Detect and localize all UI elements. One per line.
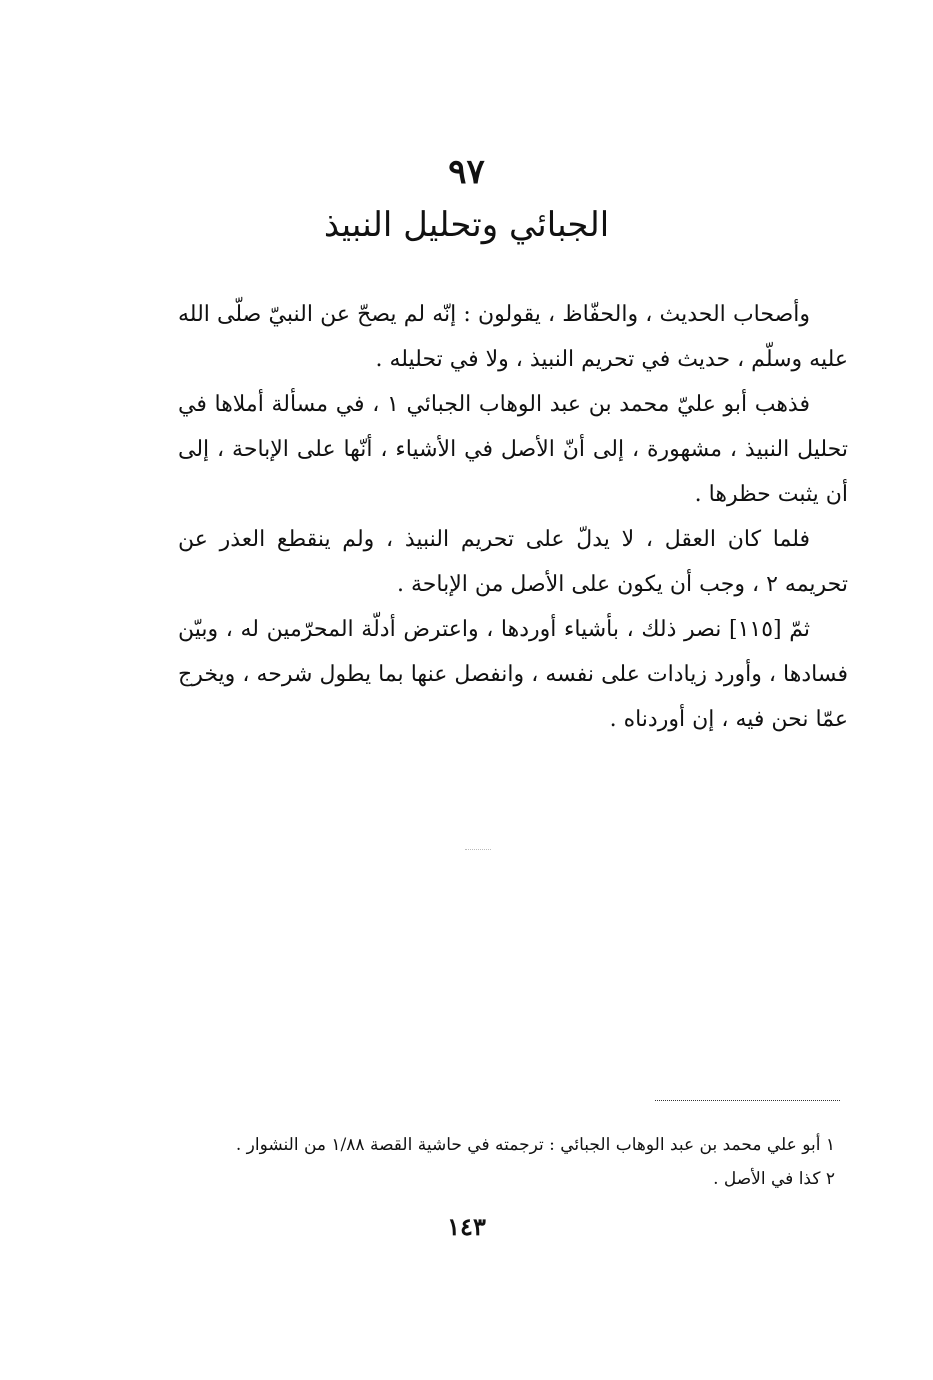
footnotes [200,1128,835,1196]
paragraph: فلما كان العقل ، لا يدلّ على تحريم النبيذ ، ولم ينقطع العذر عن تحريمه ٢ ، وجب أن يكون على الأصل من الإباحة . [178,527,848,597]
chapter-number: ٩٧ [448,152,485,192]
footnote-divider [655,1100,840,1101]
scan-speck [465,849,491,850]
body-text [178,292,848,742]
footnote: ٢ كذا في الأصل . [713,1169,835,1189]
paragraph: وأصحاب الحديث ، والحفّاظ ، يقولون : إنّه لم يصحّ عن النبيّ صلّى الله عليه وسلّم ، حديث في تحريم النبيذ ، ولا في تحليله . [178,302,848,372]
chapter-title: الجبائي وتحليل النبيذ [323,205,610,245]
footnote: ١ أبو علي محمد بن عبد الوهاب الجبائي : ترجمته في حاشية القصة ١/٨٨ من النشوار . [235,1135,835,1155]
paragraph: فذهب أبو عليّ محمد بن عبد الوهاب الجبائي ١ ، في مسألة أملاها في تحليل النبيذ ، مشهورة ، إلى أنّ الأصل في الأشياء ، أنّها على الإباحة ، إلى أن يثبت حظرها . [178,392,848,507]
page-number: ١٤٣ [447,1212,486,1241]
paragraph: ثمّ [١١٥] نصر ذلك ، بأشياء أوردها ، واعترض أدلّة المحرّمين له ، وبيّن فسادها ، وأورد زيادات على نفسه ، وانفصل عنها بما يطول شرحه ، ويخرج عمّا نحن فيه ، إن أوردناه . [178,617,848,732]
